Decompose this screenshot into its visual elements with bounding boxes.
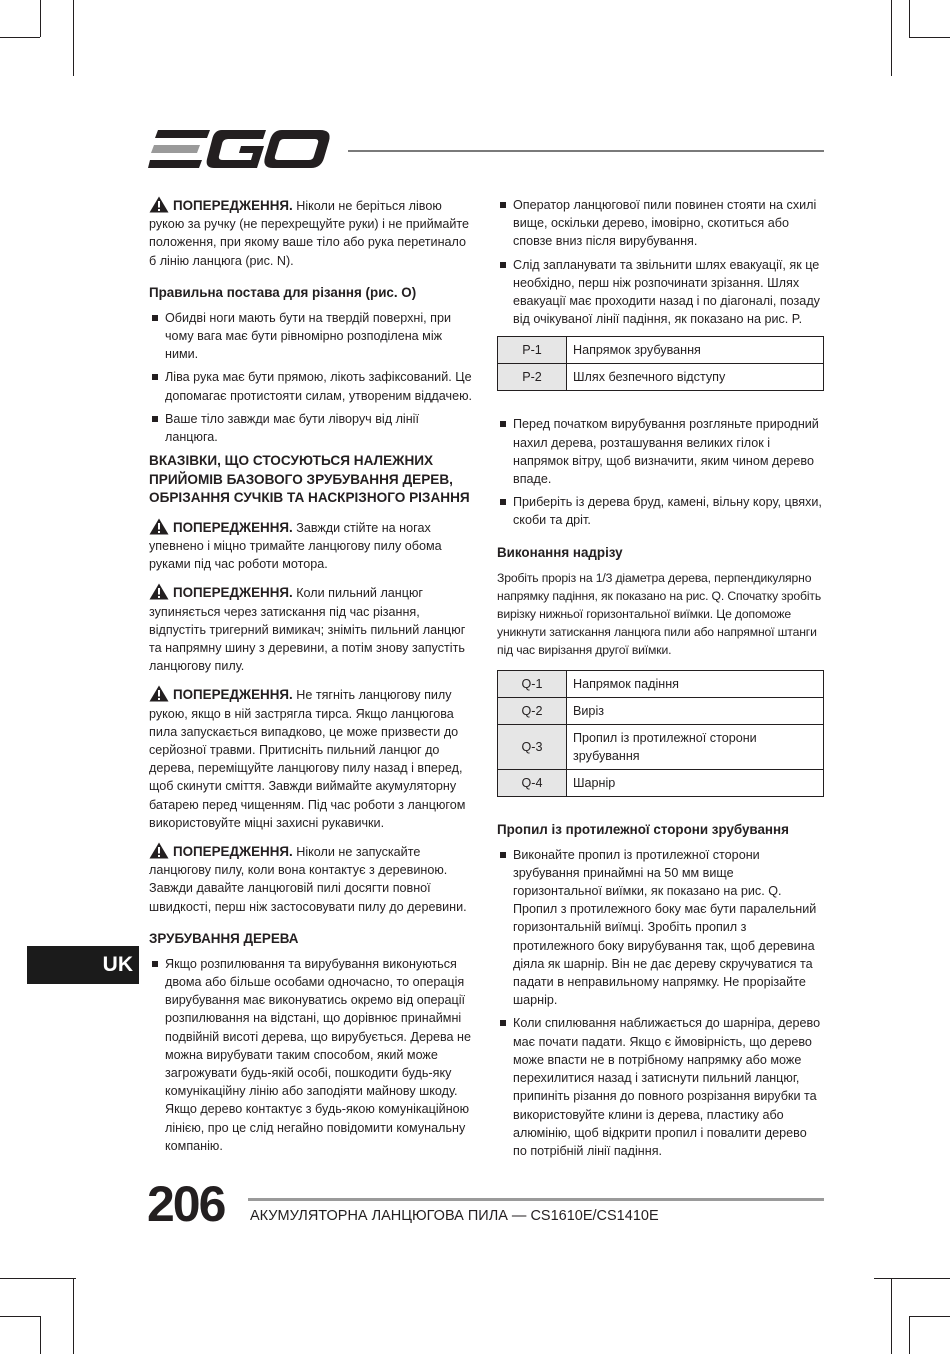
backcut-heading: Пропил із протилежної сторони зрубування — [497, 821, 789, 837]
warning-block — [149, 842, 475, 916]
crop-mark — [909, 1316, 910, 1354]
list-item: Ліва рука має бути прямою, лікоть зафіксований. Це допомагає протистояти силам, утвореним віддачею. — [149, 368, 475, 404]
felling-heading: ЗРУБУВАННЯ ДЕРЕВА — [149, 930, 299, 946]
section-heading: ВКАЗІВКИ, ЩО СТОСУЮТЬСЯ НАЛЕЖНИХ ПРИЙОМІВ БАЗОВОГО ЗРУБУВАННЯ ДЕРЕВ, ОБРІЗАННЯ СУЧКІВ ТА НАСКРІЗНОГО РІЗАННЯ — [149, 453, 470, 506]
crop-mark — [891, 0, 892, 76]
crop-mark — [909, 37, 950, 38]
crop-mark — [40, 0, 41, 37]
crop-mark — [891, 1278, 892, 1354]
legend-table-q — [497, 670, 824, 797]
table-row — [498, 337, 824, 364]
list-item: Приберіть із дерева бруд, камені, вільну кору, цвяхи, скоби та дріт. — [497, 493, 824, 529]
left-column — [149, 196, 475, 1161]
legend-label: Виріз — [567, 697, 824, 724]
table-row — [498, 769, 824, 796]
warning-icon — [149, 685, 169, 702]
crop-mark — [40, 1316, 41, 1354]
table-row — [498, 697, 824, 724]
legend-code: Q-3 — [498, 724, 567, 769]
crop-mark — [874, 1278, 950, 1279]
notch-paragraph: Зробіть проріз на 1/3 діаметра дерева, перпендикулярно напрямку падіння, як показано на рис. Q. Спочатку зробіть вирізку нижньої горизонтальної виїмки. Це допоможе уникнути затискання ланцюга пили або напрямної штанги під час вирізання другої виїмки. — [497, 570, 822, 658]
right-column — [497, 196, 824, 1166]
stance-heading: Правильна постава для різання (рис. O) — [149, 284, 417, 300]
header-rule — [348, 150, 824, 152]
warning-icon — [149, 196, 169, 213]
warning-title: ПОПЕРЕДЖЕННЯ. — [173, 585, 293, 601]
ego-logo — [148, 128, 332, 172]
warning-text: Завжди стійте на ногах упевнено і міцно тримайте ланцюгову пилу обома руками під час роботи мотора. — [149, 520, 442, 572]
warning-title: ПОПЕРЕДЖЕННЯ. — [173, 519, 293, 535]
legend-code: P-2 — [498, 364, 567, 391]
warning-text: Коли пильний ланцюг зупиняється через затискання під час різання, відпустіть тригерний вимикач; зніміть пильний ланцюг та напрямну шину з деревини, а потім знову запустіть ланцюгову пилу. — [149, 586, 466, 674]
legend-label: Шарнір — [567, 769, 824, 796]
table-row — [498, 724, 824, 769]
warning-icon — [149, 842, 169, 859]
warning-block — [149, 583, 475, 675]
list-item: Перед початком вирубування розгляньте природний нахил дерева, розташування великих гілок і напрямок вітру, щоб визначити, яким чином дерево впаде. — [497, 415, 824, 488]
warning-text: Не тягніть ланцюгову пилу рукою, якщо в ній застрягла тирса. Якщо ланцюгова пила запускається випадково, це може призвести до серйозної травми. Притисніть пильний ланцюг до дерева, переміщуйте ланцюгову пилу назад і вперед, щоб скинути сміття. Завжди виймайте акумуляторну батарею перед чищенням. Під час роботи з ланцюгом використовуйте міцні захисні рукавички. — [149, 688, 466, 830]
crop-mark — [909, 0, 910, 37]
warning-title: ПОПЕРЕДЖЕННЯ. — [173, 843, 293, 859]
legend-table-p — [497, 336, 824, 391]
warning-text: Ніколи не запускайте ланцюгову пилу, коли вона контактує з деревиною. Завжди давайте ланцюговій пилі досягти повної швидкості, перш ніж застосовувати пилу до деревини. — [149, 844, 467, 914]
legend-code: P-1 — [498, 337, 567, 364]
warning-block — [149, 196, 475, 270]
warning-block — [149, 685, 475, 832]
list-item: Ваше тіло завжди має бути ліворуч від лінії ланцюга. — [149, 410, 475, 446]
list-item: Обидві ноги мають бути на твердій поверхні, при чому вага має бути рівномірно розподілена між ними. — [149, 309, 475, 364]
crop-mark — [73, 1278, 74, 1354]
list-item: Слід запланувати та звільнити шлях евакуації, як це необхідно, перш ніж розпочинати зрізання. Шлях евакуації має проходити назад і по діагоналі, позаду від очікуваної лінії падіння, як показано на рис. P. — [497, 256, 824, 329]
felling-list — [149, 955, 475, 1155]
warning-title: ПОПЕРЕДЖЕННЯ. — [173, 687, 293, 703]
legend-code: Q-4 — [498, 769, 567, 796]
list-item: Коли спилювання наближається до шарніра, дерево має почати падати. Якщо є ймовірність, що дерево може впасти не в потрібному напрямку або може перехилитися назад і затиснути пильний ланцюг, припиніть різання до повного розрізання вирубки та використовуйте клини із дерева, пластику або алюмінію, щоб відкрити пропил і повалити дерево по потрібній лінії падіння. — [497, 1014, 824, 1160]
legend-label: Напрямок падіння — [567, 670, 824, 697]
legend-label: Пропил із протилежної сторони зрубування — [567, 724, 824, 769]
list-item: Якщо розпилювання та вирубування виконуються двома або більше особами одночасно, то операція вирубування має виконуватись окремо від операції розпилювання на відстані, що дорівнює принаймні подвійній висоті дерева, що вирубується. Дерева не можна вирубувати таким способом, який може загрожувати будь-якій особі, пошкодити будь-яку комунікаційну лінію або заподіяти майнову шкоду. Якщо дерево контактує з будь-якою комунікаційною лінією, про це слід негайно повідомити комунальну компанію. — [149, 955, 475, 1155]
evacuation-list — [497, 196, 824, 328]
crop-mark — [73, 0, 74, 76]
preparation-list — [497, 415, 824, 529]
table-row — [498, 364, 824, 391]
list-item: Виконайте пропил із протилежної сторони зрубування принаймні на 50 мм вище горизонтальної виїмки, як показано на рис. Q. Пропил з протилежного боку має бути паралельний горизонтальній виїмці. Зробіть пропил з протилежного боку вирубування так, щоб деревина діяла як шарнір. Він не дає дереву скручуватися та падати в неправильному напрямку. Не прорізайте шарнір. — [497, 846, 824, 1010]
warning-icon — [149, 583, 169, 600]
footer-rule — [248, 1198, 824, 1201]
legend-label: Шлях безпечного відступу — [567, 364, 824, 391]
legend-label: Напрямок зрубування — [567, 337, 824, 364]
legend-code: Q-2 — [498, 697, 567, 724]
crop-mark — [0, 1278, 76, 1279]
crop-mark — [909, 1316, 950, 1317]
warning-icon — [149, 518, 169, 535]
legend-code: Q-1 — [498, 670, 567, 697]
page-number: 206 — [147, 1176, 225, 1232]
list-item: Оператор ланцюгової пили повинен стояти на схилі вище, оскільки дерево, імовірно, скотиться або сповзе вниз після вирубування. — [497, 196, 824, 251]
crop-mark — [0, 1316, 40, 1317]
crop-mark — [0, 37, 40, 38]
notch-heading: Виконання надрізу — [497, 544, 623, 560]
language-tab: UK — [27, 946, 139, 984]
warning-title: ПОПЕРЕДЖЕННЯ. — [173, 198, 293, 213]
warning-text: Ніколи не беріться лівою рукою за ручку (не перехрещуйте руки) і не приймайте положення, при якому ваше тіло або рука перетинало б лінію ланцюга (рис. N). — [149, 199, 470, 268]
footer-title: АКУМУЛЯТОРНА ЛАНЦЮГОВА ПИЛА — CS1610E/CS1410E — [250, 1208, 659, 1224]
table-row — [498, 670, 824, 697]
backcut-list — [497, 846, 824, 1160]
stance-list — [149, 309, 475, 446]
warning-block — [149, 518, 475, 574]
